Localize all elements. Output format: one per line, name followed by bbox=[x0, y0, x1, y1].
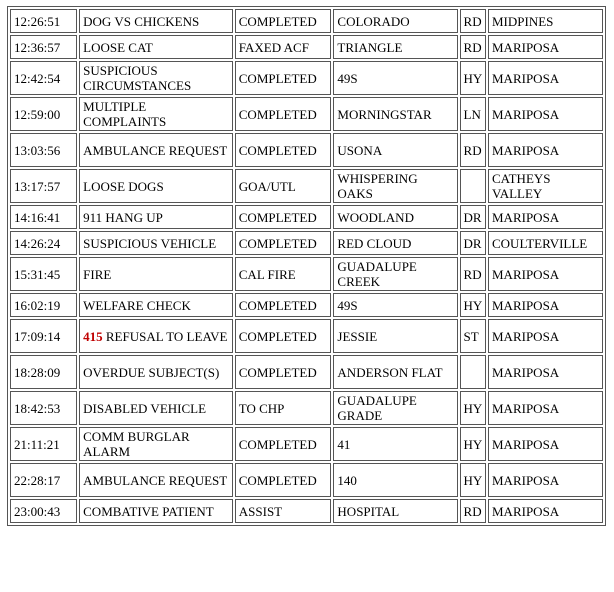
call-street: WOODLAND bbox=[333, 205, 457, 229]
call-street-suffix: LN bbox=[460, 97, 486, 131]
call-street: WHISPERING OAKS bbox=[333, 169, 457, 203]
call-street-suffix: HY bbox=[460, 463, 486, 497]
call-street: MORNINGSTAR bbox=[333, 97, 457, 131]
call-street: 49S bbox=[333, 293, 457, 317]
call-street: TRIANGLE bbox=[333, 35, 457, 59]
call-time: 17:09:14 bbox=[10, 319, 77, 353]
call-city: MARIPOSA bbox=[488, 61, 603, 95]
call-disposition: COMPLETED bbox=[235, 61, 332, 95]
table-row bbox=[10, 355, 603, 389]
call-disposition: COMPLETED bbox=[235, 9, 332, 33]
call-time: 12:26:51 bbox=[10, 9, 77, 33]
call-street: JESSIE bbox=[333, 319, 457, 353]
call-time: 16:02:19 bbox=[10, 293, 77, 317]
call-nature: WELFARE CHECK bbox=[79, 293, 233, 317]
call-city: COULTERVILLE bbox=[488, 231, 603, 255]
table-row bbox=[10, 499, 603, 523]
call-nature: MULTIPLE COMPLAINTS bbox=[79, 97, 233, 131]
table-row bbox=[10, 319, 603, 353]
table-row bbox=[10, 391, 603, 425]
table-row bbox=[10, 427, 603, 461]
call-city: MARIPOSA bbox=[488, 35, 603, 59]
call-time: 12:59:00 bbox=[10, 97, 77, 131]
call-disposition: COMPLETED bbox=[235, 463, 332, 497]
call-time: 15:31:45 bbox=[10, 257, 77, 291]
call-nature: AMBULANCE REQUEST bbox=[79, 463, 233, 497]
call-disposition: COMPLETED bbox=[235, 231, 332, 255]
call-street-suffix: DR bbox=[460, 205, 486, 229]
call-disposition: FAXED ACF bbox=[235, 35, 332, 59]
call-log-table bbox=[7, 6, 606, 526]
call-street: USONA bbox=[333, 133, 457, 167]
call-city: MARIPOSA bbox=[488, 463, 603, 497]
call-disposition: TO CHP bbox=[235, 391, 332, 425]
call-street: ANDERSON FLAT bbox=[333, 355, 457, 389]
call-city: MIDPINES bbox=[488, 9, 603, 33]
call-street-suffix bbox=[460, 355, 486, 389]
call-nature: DOG VS CHICKENS bbox=[79, 9, 233, 33]
call-time: 13:17:57 bbox=[10, 169, 77, 203]
table-row bbox=[10, 9, 603, 33]
call-disposition: COMPLETED bbox=[235, 427, 332, 461]
table-row bbox=[10, 257, 603, 291]
call-city: MARIPOSA bbox=[488, 319, 603, 353]
call-time: 22:28:17 bbox=[10, 463, 77, 497]
call-disposition: COMPLETED bbox=[235, 205, 332, 229]
call-street-suffix bbox=[460, 169, 486, 203]
call-street: COLORADO bbox=[333, 9, 457, 33]
call-nature: OVERDUE SUBJECT(S) bbox=[79, 355, 233, 389]
call-nature: LOOSE DOGS bbox=[79, 169, 233, 203]
call-city: MARIPOSA bbox=[488, 293, 603, 317]
table-row bbox=[10, 97, 603, 131]
call-street-suffix: HY bbox=[460, 293, 486, 317]
call-street-suffix: RD bbox=[460, 9, 486, 33]
call-city: MARIPOSA bbox=[488, 499, 603, 523]
call-street: 49S bbox=[333, 61, 457, 95]
call-nature: COMM BURGLAR ALARM bbox=[79, 427, 233, 461]
call-street-suffix: HY bbox=[460, 61, 486, 95]
call-disposition: ASSIST bbox=[235, 499, 332, 523]
call-disposition: COMPLETED bbox=[235, 133, 332, 167]
table-row bbox=[10, 35, 603, 59]
call-time: 12:42:54 bbox=[10, 61, 77, 95]
call-street: 140 bbox=[333, 463, 457, 497]
call-street: HOSPITAL bbox=[333, 499, 457, 523]
call-nature-text: REFUSAL TO LEAVE bbox=[102, 328, 228, 344]
call-street-suffix: RD bbox=[460, 257, 486, 291]
call-time: 14:16:41 bbox=[10, 205, 77, 229]
call-city: CATHEYS VALLEY bbox=[488, 169, 603, 203]
call-time: 23:00:43 bbox=[10, 499, 77, 523]
call-city: MARIPOSA bbox=[488, 391, 603, 425]
call-disposition: COMPLETED bbox=[235, 97, 332, 131]
call-nature: SUSPICIOUS VEHICLE bbox=[79, 231, 233, 255]
table-row bbox=[10, 463, 603, 497]
call-street-suffix: RD bbox=[460, 35, 486, 59]
call-disposition: GOA/UTL bbox=[235, 169, 332, 203]
call-disposition: CAL FIRE bbox=[235, 257, 332, 291]
table-row bbox=[10, 61, 603, 95]
table-row bbox=[10, 133, 603, 167]
call-street-suffix: RD bbox=[460, 499, 486, 523]
table-row bbox=[10, 205, 603, 229]
call-street-suffix: DR bbox=[460, 231, 486, 255]
call-time: 18:28:09 bbox=[10, 355, 77, 389]
call-disposition: COMPLETED bbox=[235, 355, 332, 389]
call-nature: AMBULANCE REQUEST bbox=[79, 133, 233, 167]
call-city: MARIPOSA bbox=[488, 257, 603, 291]
call-street-suffix: RD bbox=[460, 133, 486, 167]
call-city: MARIPOSA bbox=[488, 205, 603, 229]
call-city: MARIPOSA bbox=[488, 427, 603, 461]
call-time: 21:11:21 bbox=[10, 427, 77, 461]
call-nature: 911 HANG UP bbox=[79, 205, 233, 229]
call-street: RED CLOUD bbox=[333, 231, 457, 255]
call-street: GUADALUPE CREEK bbox=[333, 257, 457, 291]
call-city: MARIPOSA bbox=[488, 355, 603, 389]
call-disposition: COMPLETED bbox=[235, 293, 332, 317]
call-city: MARIPOSA bbox=[488, 133, 603, 167]
call-disposition: COMPLETED bbox=[235, 319, 332, 353]
incident-code: 415 bbox=[83, 328, 103, 344]
call-time: 14:26:24 bbox=[10, 231, 77, 255]
call-street-suffix: ST bbox=[460, 319, 486, 353]
call-street: 41 bbox=[333, 427, 457, 461]
call-nature: DISABLED VEHICLE bbox=[79, 391, 233, 425]
table-row bbox=[10, 231, 603, 255]
call-nature: COMBATIVE PATIENT bbox=[79, 499, 233, 523]
call-nature: FIRE bbox=[79, 257, 233, 291]
call-nature bbox=[79, 319, 233, 353]
call-time: 18:42:53 bbox=[10, 391, 77, 425]
call-street-suffix: HY bbox=[460, 427, 486, 461]
call-city: MARIPOSA bbox=[488, 97, 603, 131]
call-street-suffix: HY bbox=[460, 391, 486, 425]
call-nature: LOOSE CAT bbox=[79, 35, 233, 59]
table-row bbox=[10, 293, 603, 317]
call-time: 12:36:57 bbox=[10, 35, 77, 59]
call-time: 13:03:56 bbox=[10, 133, 77, 167]
call-street: GUADALUPE GRADE bbox=[333, 391, 457, 425]
table-row bbox=[10, 169, 603, 203]
call-nature: SUSPICIOUS CIRCUMSTANCES bbox=[79, 61, 233, 95]
